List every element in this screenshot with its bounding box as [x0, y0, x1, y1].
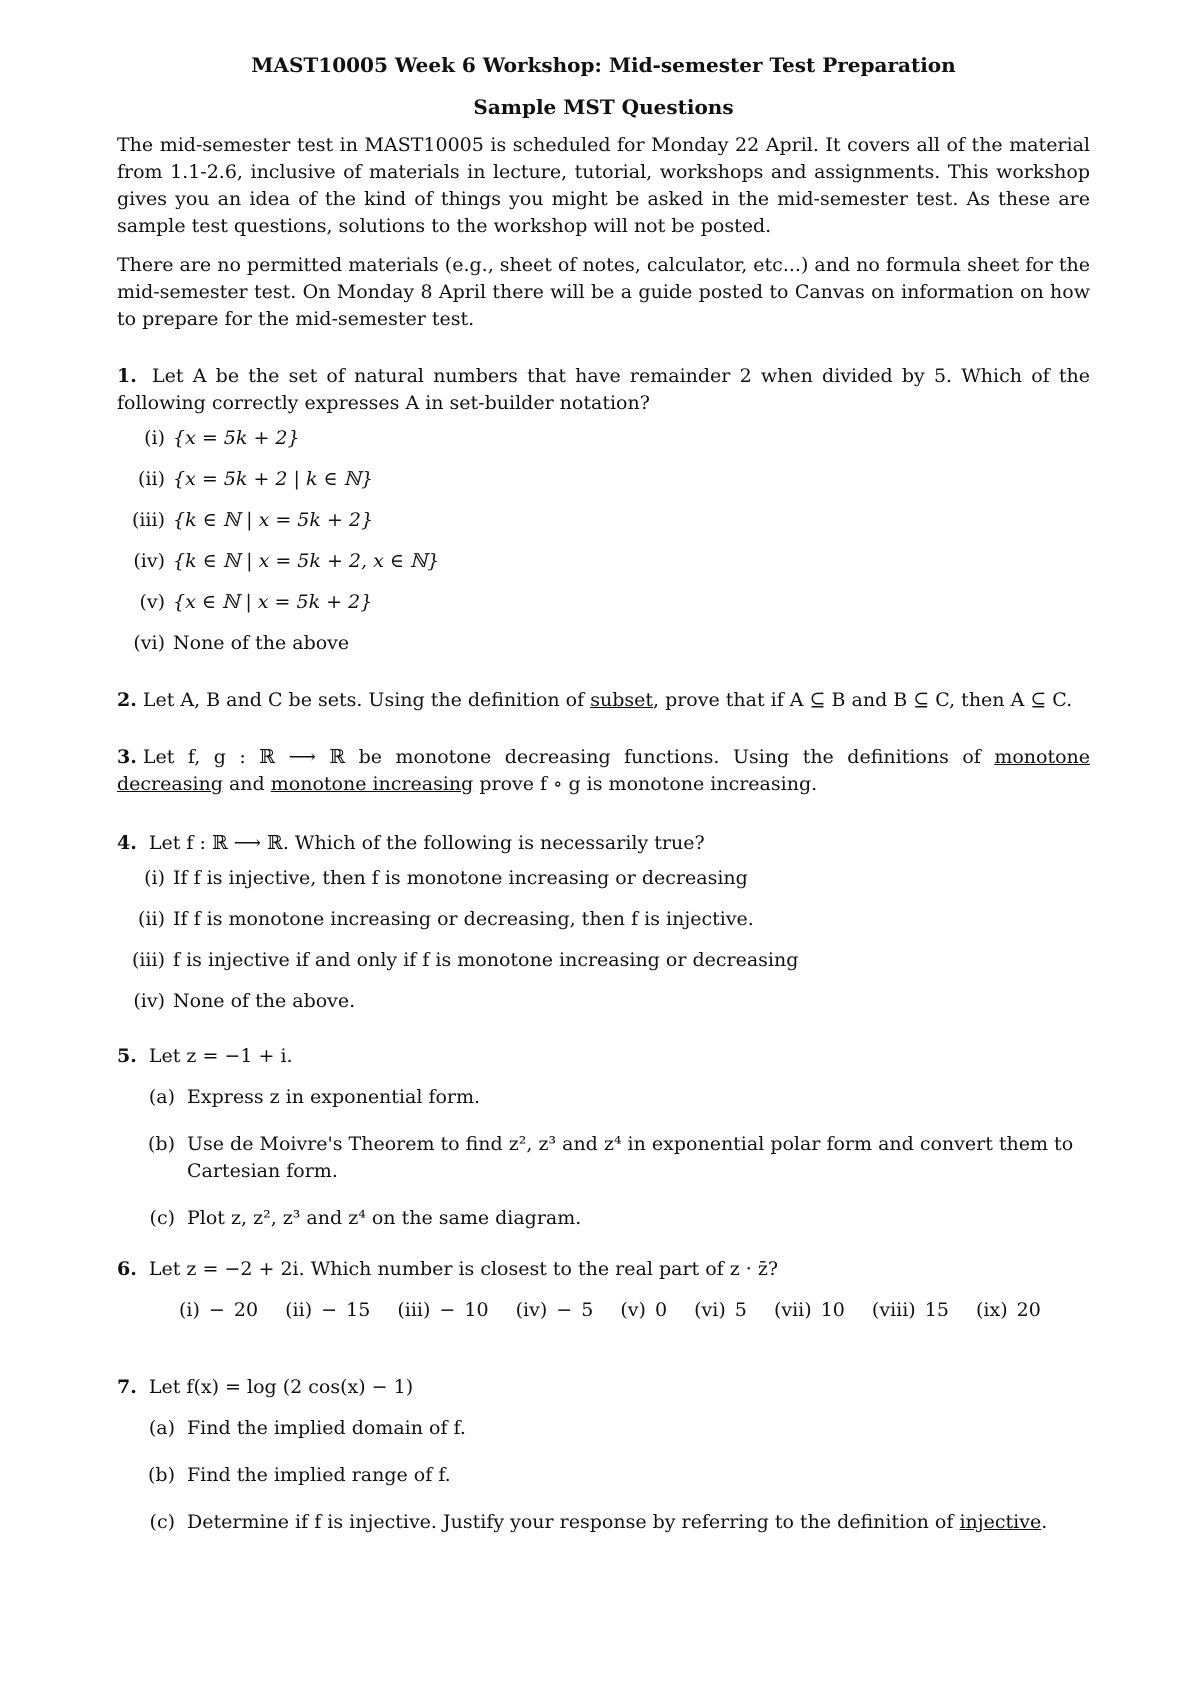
- part-c: [117, 1509, 1090, 1536]
- option-iii: [117, 507, 1090, 534]
- option-text: If f is monotone increasing or decreasing, then f is injective.: [173, 908, 754, 930]
- part-b: [117, 1462, 1090, 1489]
- option-label: (ii): [138, 468, 165, 490]
- question-5-parts: [117, 1084, 1090, 1232]
- part-text: Use de Moivre's Theorem to find z², z³ and z⁴ in exponential polar form and convert them to Cartesian form.: [187, 1133, 1074, 1182]
- worksheet-page: [117, 52, 1090, 1556]
- part-label: (c): [149, 1207, 175, 1229]
- option-text: None of the above.: [173, 990, 356, 1012]
- part-label: (a): [148, 1086, 175, 1108]
- option-label: (iv): [133, 550, 165, 572]
- question-text-part-3: prove f ∘ g is monotone increasing.: [473, 773, 818, 795]
- question-number: 7.: [117, 1376, 137, 1398]
- question-text-part-2: and: [222, 773, 271, 795]
- question-number: 1.: [117, 365, 137, 387]
- option-label: (iii): [131, 949, 165, 971]
- intro-paragraph-1: The mid-semester test in MAST10005 is scheduled for Monday 22 April. It covers all of the material from 1.1-2.6, inclusive of materials in lecture, tutorial, workshops and assignments. This workshop gives you an idea of the kind of things you might be asked in the mid-semester test. As these are sample test questions, solutions to the workshop will not be posted.: [117, 134, 1090, 237]
- part-label: (b): [148, 1133, 175, 1155]
- option-label: (i): [144, 867, 165, 889]
- question-text-after: , prove that if A ⊆ B and B ⊆ C, then A ⊆ C.: [652, 689, 1073, 711]
- question-6-choices: [179, 1297, 1090, 1324]
- choice-vi: (vi) 5: [694, 1299, 747, 1321]
- option-label: (vi): [133, 632, 165, 654]
- question-text: Let f(x) = log (2 cos(x) − 1): [148, 1376, 414, 1398]
- option-iii: [117, 947, 1090, 974]
- page-title: MAST10005 Week 6 Workshop: Mid-semester Test Preparation: [251, 53, 956, 77]
- question-number: 5.: [117, 1045, 137, 1067]
- question-7-parts: [117, 1415, 1090, 1536]
- underlined-term-subset: subset: [590, 689, 653, 711]
- option-text: {x = 5k + 2 | k ∈ ℕ}: [173, 468, 374, 490]
- option-text: {k ∈ ℕ | x = 5k + 2, x ∈ ℕ}: [173, 550, 440, 572]
- question-3: [117, 744, 1090, 798]
- part-c: [117, 1205, 1090, 1232]
- question-4-stem: [117, 830, 1090, 857]
- question-number: 2.: [117, 689, 137, 711]
- question-number: 3.: [117, 746, 137, 768]
- option-label: (i): [144, 427, 165, 449]
- option-text: None of the above: [173, 632, 350, 654]
- choice-v: (v) 0: [620, 1299, 668, 1321]
- underlined-term-monotone-increasing: monotone increasing: [270, 773, 474, 795]
- part-text: Find the implied range of f.: [187, 1464, 451, 1486]
- question-1-options: [117, 425, 1090, 657]
- option-text: {x ∈ ℕ | x = 5k + 2}: [173, 591, 373, 613]
- part-label: (a): [148, 1417, 175, 1439]
- underlined-term-monotone-decreasing: monotone decreasing: [117, 746, 1090, 795]
- question-text: Let z = −2 + 2i. Which number is closest to the real part of z · z̄?: [148, 1258, 779, 1280]
- question-6: [117, 1256, 1090, 1324]
- question-5: [117, 1043, 1090, 1232]
- choice-iii: (iii) − 10: [397, 1299, 489, 1321]
- option-ii: [117, 466, 1090, 493]
- option-label: (v): [139, 591, 165, 613]
- part-text-after: .: [1041, 1511, 1048, 1533]
- option-text: f is injective if and only if f is monotone increasing or decreasing: [173, 949, 799, 971]
- option-iv: [117, 988, 1090, 1015]
- option-label: (ii): [138, 908, 165, 930]
- question-text-part-1: Let f, g : ℝ ⟶ ℝ be monotone decreasing functions. Using the definitions of: [142, 746, 995, 768]
- option-v: [117, 589, 1090, 616]
- question-5-stem: [117, 1043, 1090, 1070]
- option-label: (iii): [131, 509, 165, 531]
- choice-iv: (iv) − 5: [515, 1299, 594, 1321]
- choice-vii: (vii) 10: [773, 1299, 845, 1321]
- intro-paragraph-2: There are no permitted materials (e.g., sheet of notes, calculator, etc...) and no formula sheet for the mid-semester test. On Monday 8 April there will be a guide posted to Canvas on information on how to prepare for the mid-semester test.: [117, 254, 1090, 330]
- option-text: If f is injective, then f is monotone increasing or decreasing: [173, 867, 748, 889]
- question-text: Let f : ℝ ⟶ ℝ. Which of the following is necessarily true?: [148, 832, 705, 854]
- question-1-stem: [117, 363, 1090, 417]
- option-ii: [117, 906, 1090, 933]
- part-text: Express z in exponential form.: [187, 1086, 481, 1108]
- option-label: (iv): [133, 990, 165, 1012]
- question-text: Let z = −1 + i.: [148, 1045, 293, 1067]
- question-number: 6.: [117, 1258, 137, 1280]
- part-a: [117, 1415, 1090, 1442]
- page-subtitle: Sample MST Questions: [473, 95, 734, 119]
- question-4-options: [117, 865, 1090, 1015]
- question-7-stem: [117, 1374, 1090, 1401]
- question-2: [117, 687, 1090, 714]
- part-text: Plot z, z², z³ and z⁴ on the same diagram.: [187, 1207, 582, 1229]
- underlined-term-injective: injective: [959, 1511, 1042, 1533]
- part-text-before: Determine if f is injective. Justify your response by referring to the definition of: [187, 1511, 960, 1533]
- part-a: [117, 1084, 1090, 1111]
- option-i: [117, 425, 1090, 452]
- part-b: [117, 1131, 1090, 1185]
- part-label: (b): [148, 1464, 175, 1486]
- choice-i: (i) − 20: [179, 1299, 259, 1321]
- option-i: [117, 865, 1090, 892]
- question-4: [117, 830, 1090, 1015]
- part-label: (c): [149, 1511, 175, 1533]
- part-text: Find the implied domain of f.: [187, 1417, 466, 1439]
- question-text: Let A be the set of natural numbers that have remainder 2 when divided by 5. Which of the following correctly expresses A in set-builder notation?: [117, 365, 1090, 414]
- option-text: {x = 5k + 2}: [173, 427, 300, 449]
- choice-ix: (ix) 20: [975, 1299, 1041, 1321]
- part-text: [183, 1509, 1090, 1536]
- option-vi: [117, 630, 1090, 657]
- choice-ii: (ii) − 15: [285, 1299, 371, 1321]
- choice-viii: (viii) 15: [871, 1299, 949, 1321]
- question-7: [117, 1374, 1090, 1536]
- question-number: 4.: [117, 832, 137, 854]
- question-text-before: Let A, B and C be sets. Using the definition of: [142, 689, 591, 711]
- option-text: {k ∈ ℕ | x = 5k + 2}: [173, 509, 374, 531]
- option-iv: [117, 548, 1090, 575]
- question-1: [117, 363, 1090, 657]
- question-6-stem: [117, 1256, 1090, 1283]
